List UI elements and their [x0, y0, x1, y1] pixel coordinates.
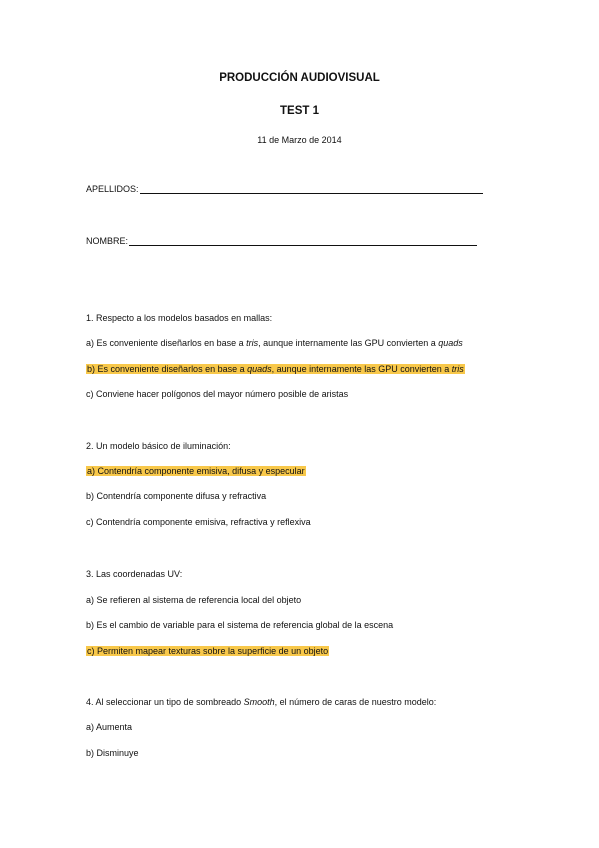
q1-a-text-1: a) Es conveniente diseñarlos en base a	[86, 338, 247, 348]
nombre-field	[86, 235, 477, 246]
document-date: 11 de Marzo de 2014	[257, 135, 342, 145]
q4-text-2: , el número de caras de nuestro modelo:	[274, 697, 437, 707]
q1-b-highlight	[86, 364, 465, 374]
q1-option-a	[86, 338, 463, 348]
q1-b-emphasis-2: tris	[451, 364, 464, 374]
q1-b-text-2: , aunque internamente las GPU convierten a	[271, 364, 452, 374]
q1-a-text-2: , aunque internamente las GPU convierten a	[258, 338, 439, 348]
q1-a-emphasis-1: tris	[246, 338, 259, 348]
q3-option-a: a) Se refieren al sistema de referencia local del objeto	[86, 595, 302, 605]
q4-option-b: b) Disminuye	[86, 748, 139, 758]
q3-option-b: b) Es el cambio de variable para el sistema de referencia global de la escena	[86, 620, 394, 630]
apellidos-label: APELLIDOS:	[86, 184, 139, 194]
question-3: 3. Las coordenadas UV:	[86, 569, 183, 579]
question-1: 1. Respecto a los modelos basados en mallas:	[86, 313, 273, 323]
q3-c-highlight: c) Permiten mapear texturas sobre la superficie de un objeto	[87, 646, 329, 656]
document-title: PRODUCCIÓN AUDIOVISUAL	[219, 72, 380, 84]
apellidos-field	[86, 183, 483, 194]
q2-option-a	[86, 466, 306, 476]
q3-option-c	[86, 646, 329, 656]
q4-text-1: 4. Al seleccionar un tipo de sombreado	[86, 697, 244, 707]
q1-b-text-1: b) Es conveniente diseñarlos en base a	[87, 364, 248, 374]
document-subtitle: TEST 1	[280, 105, 319, 117]
nombre-blank-line[interactable]	[129, 235, 477, 246]
question-2: 2. Un modelo básico de iluminación:	[86, 441, 231, 451]
q4-emphasis: Smooth	[243, 697, 275, 707]
q2-option-b: b) Contendría componente difusa y refractiva	[86, 491, 267, 501]
nombre-label: NOMBRE:	[86, 236, 129, 246]
q1-option-b	[86, 364, 465, 374]
apellidos-blank-line[interactable]	[140, 183, 483, 194]
q2-option-c: c) Contendría componente emisiva, refractiva y reflexiva	[86, 517, 311, 527]
q1-option-c: c) Conviene hacer polígonos del mayor número posible de aristas	[86, 389, 349, 399]
q1-b-emphasis-1: quads	[247, 364, 272, 374]
question-4	[86, 697, 436, 707]
q4-option-a: a) Aumenta	[86, 722, 133, 732]
q2-a-highlight: a) Contendría componente emisiva, difusa y especular	[87, 466, 305, 476]
q1-a-emphasis-2: quads	[438, 338, 463, 348]
